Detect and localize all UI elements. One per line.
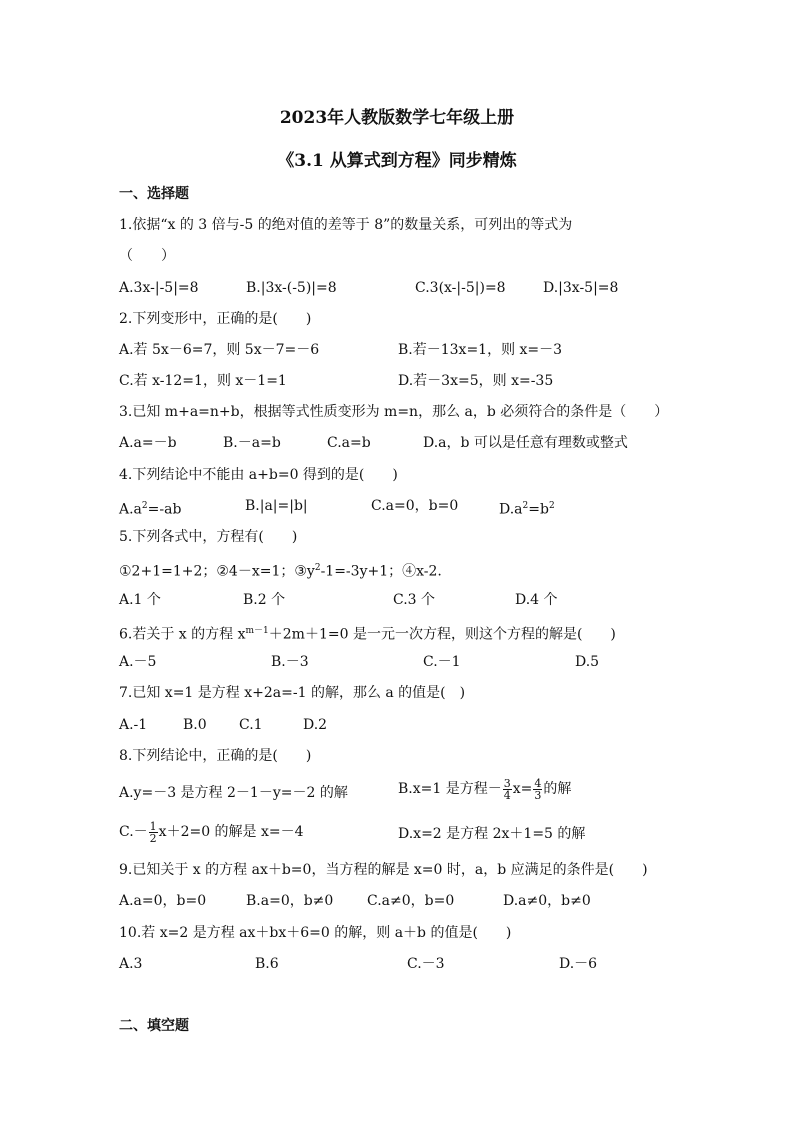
question-3-option-c: C.a=b xyxy=(327,435,371,451)
question-1-stem: 1.依据“x 的 3 倍与-5 的绝对值的差等于 8”的数量关系，可列出的等式为 xyxy=(119,217,573,233)
question-8-option-a: A.y=－3 是方程 2－1－y=－2 的解 xyxy=(119,785,348,801)
question-3-option-b: B.－a=b xyxy=(223,435,281,451)
fraction-three-quarters: $\frac{3}{4}$ xyxy=(503,776,511,802)
question-10-option-a: A.3 xyxy=(119,956,143,972)
question-2-option-c: C.若 x-12=1，则 x－1=1 xyxy=(119,373,287,389)
question-10-option-c: C.－3 xyxy=(407,956,445,972)
question-5-option-d: D.4 个 xyxy=(515,592,558,608)
question-2-option-a: A.若 5x－6=7，则 5x－7=－6 xyxy=(119,342,320,358)
question-10-option-d: D.－6 xyxy=(559,956,598,972)
question-4-stem: 4.下列结论中不能由 a+b=0 得到的是( ) xyxy=(119,467,398,483)
document-subtitle: 《3.1 从算式到方程》同步精炼 xyxy=(277,151,517,171)
question-7-option-c: C.1 xyxy=(239,717,263,733)
question-4-option-d: $D.a^2=b^2$ xyxy=(499,501,555,518)
question-8-option-c: C.－ $\frac{1}{2}$ x＋2=0 的解是 x=－4 xyxy=(119,819,304,845)
question-3-stem: 3.已知 m+a=n+b，根据等式性质变形为 m=n，那么 a，b 必须符合的条件是（ ） xyxy=(119,404,669,420)
question-1-option-a: A.3x-|-5|=8 xyxy=(119,280,199,296)
question-9-option-b: B.a=0，b≠0 xyxy=(246,893,334,909)
question-7-option-d: D.2 xyxy=(303,717,328,733)
question-3-option-d: D.a，b 可以是任意有理数或整式 xyxy=(423,435,628,451)
question-5-items: ①2+1=1+2；②4－x=1；$③y^2-1=-3y+1$；④x-2. xyxy=(119,563,442,580)
fraction-one-half: $\frac{1}{2}$ xyxy=(149,819,157,845)
question-4-option-a: $A.a^2=-ab$ xyxy=(119,501,182,518)
question-6-option-b: B.－3 xyxy=(271,654,309,670)
question-8-option-b: B.x=1 是方程－ $\frac{3}{4}$ x= $\frac{4}{3}$ 的解 xyxy=(398,776,572,802)
question-2-option-d: D.若－3x=5，则 x=-35 xyxy=(398,373,554,389)
question-5-option-b: B.2 个 xyxy=(243,592,286,608)
question-9-option-d: D.a≠0，b≠0 xyxy=(503,893,591,909)
question-3-option-a: A.a=－b xyxy=(119,435,177,451)
question-10-option-b: B.6 xyxy=(255,956,279,972)
question-9-stem: 9.已知关于 x 的方程 ax＋b=0，当方程的解是 x=0 时，a，b 应满足的条件是( ) xyxy=(119,862,648,878)
question-10-stem: 10.若 x=2 是方程 ax＋bx＋6=0 的解，则 a＋b 的值是( ) xyxy=(119,925,512,941)
question-2-stem: 2.下列变形中，正确的是( ) xyxy=(119,311,312,327)
question-6-option-a: A.－5 xyxy=(119,654,157,670)
question-5-stem: 5.下列各式中，方程有( ) xyxy=(119,529,298,545)
question-6-option-c: C.－1 xyxy=(423,654,461,670)
question-2-option-b: B.若－13x=1，则 x=－3 xyxy=(398,342,563,358)
question-9-option-c: C.a≠0，b=0 xyxy=(367,893,455,909)
fraction-four-thirds: $\frac{4}{3}$ xyxy=(534,776,542,802)
section-heading-fill-blank: 二、填空题 xyxy=(119,1018,189,1034)
document-title: 2023年人教版数学七年级上册 xyxy=(279,108,515,128)
question-7-stem: 7.已知 x=1 是方程 x+2a=-1 的解，那么 a 的值是( ) xyxy=(119,685,466,701)
section-heading-choice: 一、选择题 xyxy=(119,186,189,202)
question-7-option-a: A.-1 xyxy=(119,717,148,733)
question-1-option-b: B.|3x-(-5)|=8 xyxy=(246,280,337,296)
question-6-option-d: D.5 xyxy=(575,654,600,670)
question-1-stem-bracket: （ ） xyxy=(119,248,175,264)
question-4-option-c: C.a=0，b=0 xyxy=(371,498,459,514)
question-5-option-a: A.1 个 xyxy=(119,592,161,608)
question-4-option-b: B.|a|=|b| xyxy=(245,498,308,514)
question-8-stem: 8.下列结论中，正确的是( ) xyxy=(119,748,312,764)
question-9-option-a: A.a=0，b=0 xyxy=(119,893,207,909)
question-6-stem: 6.若关于 x 的方程 $x^{m-1}+2m+1=0$ 是一元一次方程，则这个方程的解是( ) xyxy=(119,626,616,643)
question-5-option-c: C.3 个 xyxy=(393,592,436,608)
question-1-option-c: C.3(x-|-5|)=8 xyxy=(415,280,506,296)
question-1-option-d: D.|3x-5|=8 xyxy=(543,280,619,296)
question-8-option-d: D.x=2 是方程 2x＋1=5 的解 xyxy=(398,826,586,842)
question-7-option-b: B.0 xyxy=(183,717,207,733)
